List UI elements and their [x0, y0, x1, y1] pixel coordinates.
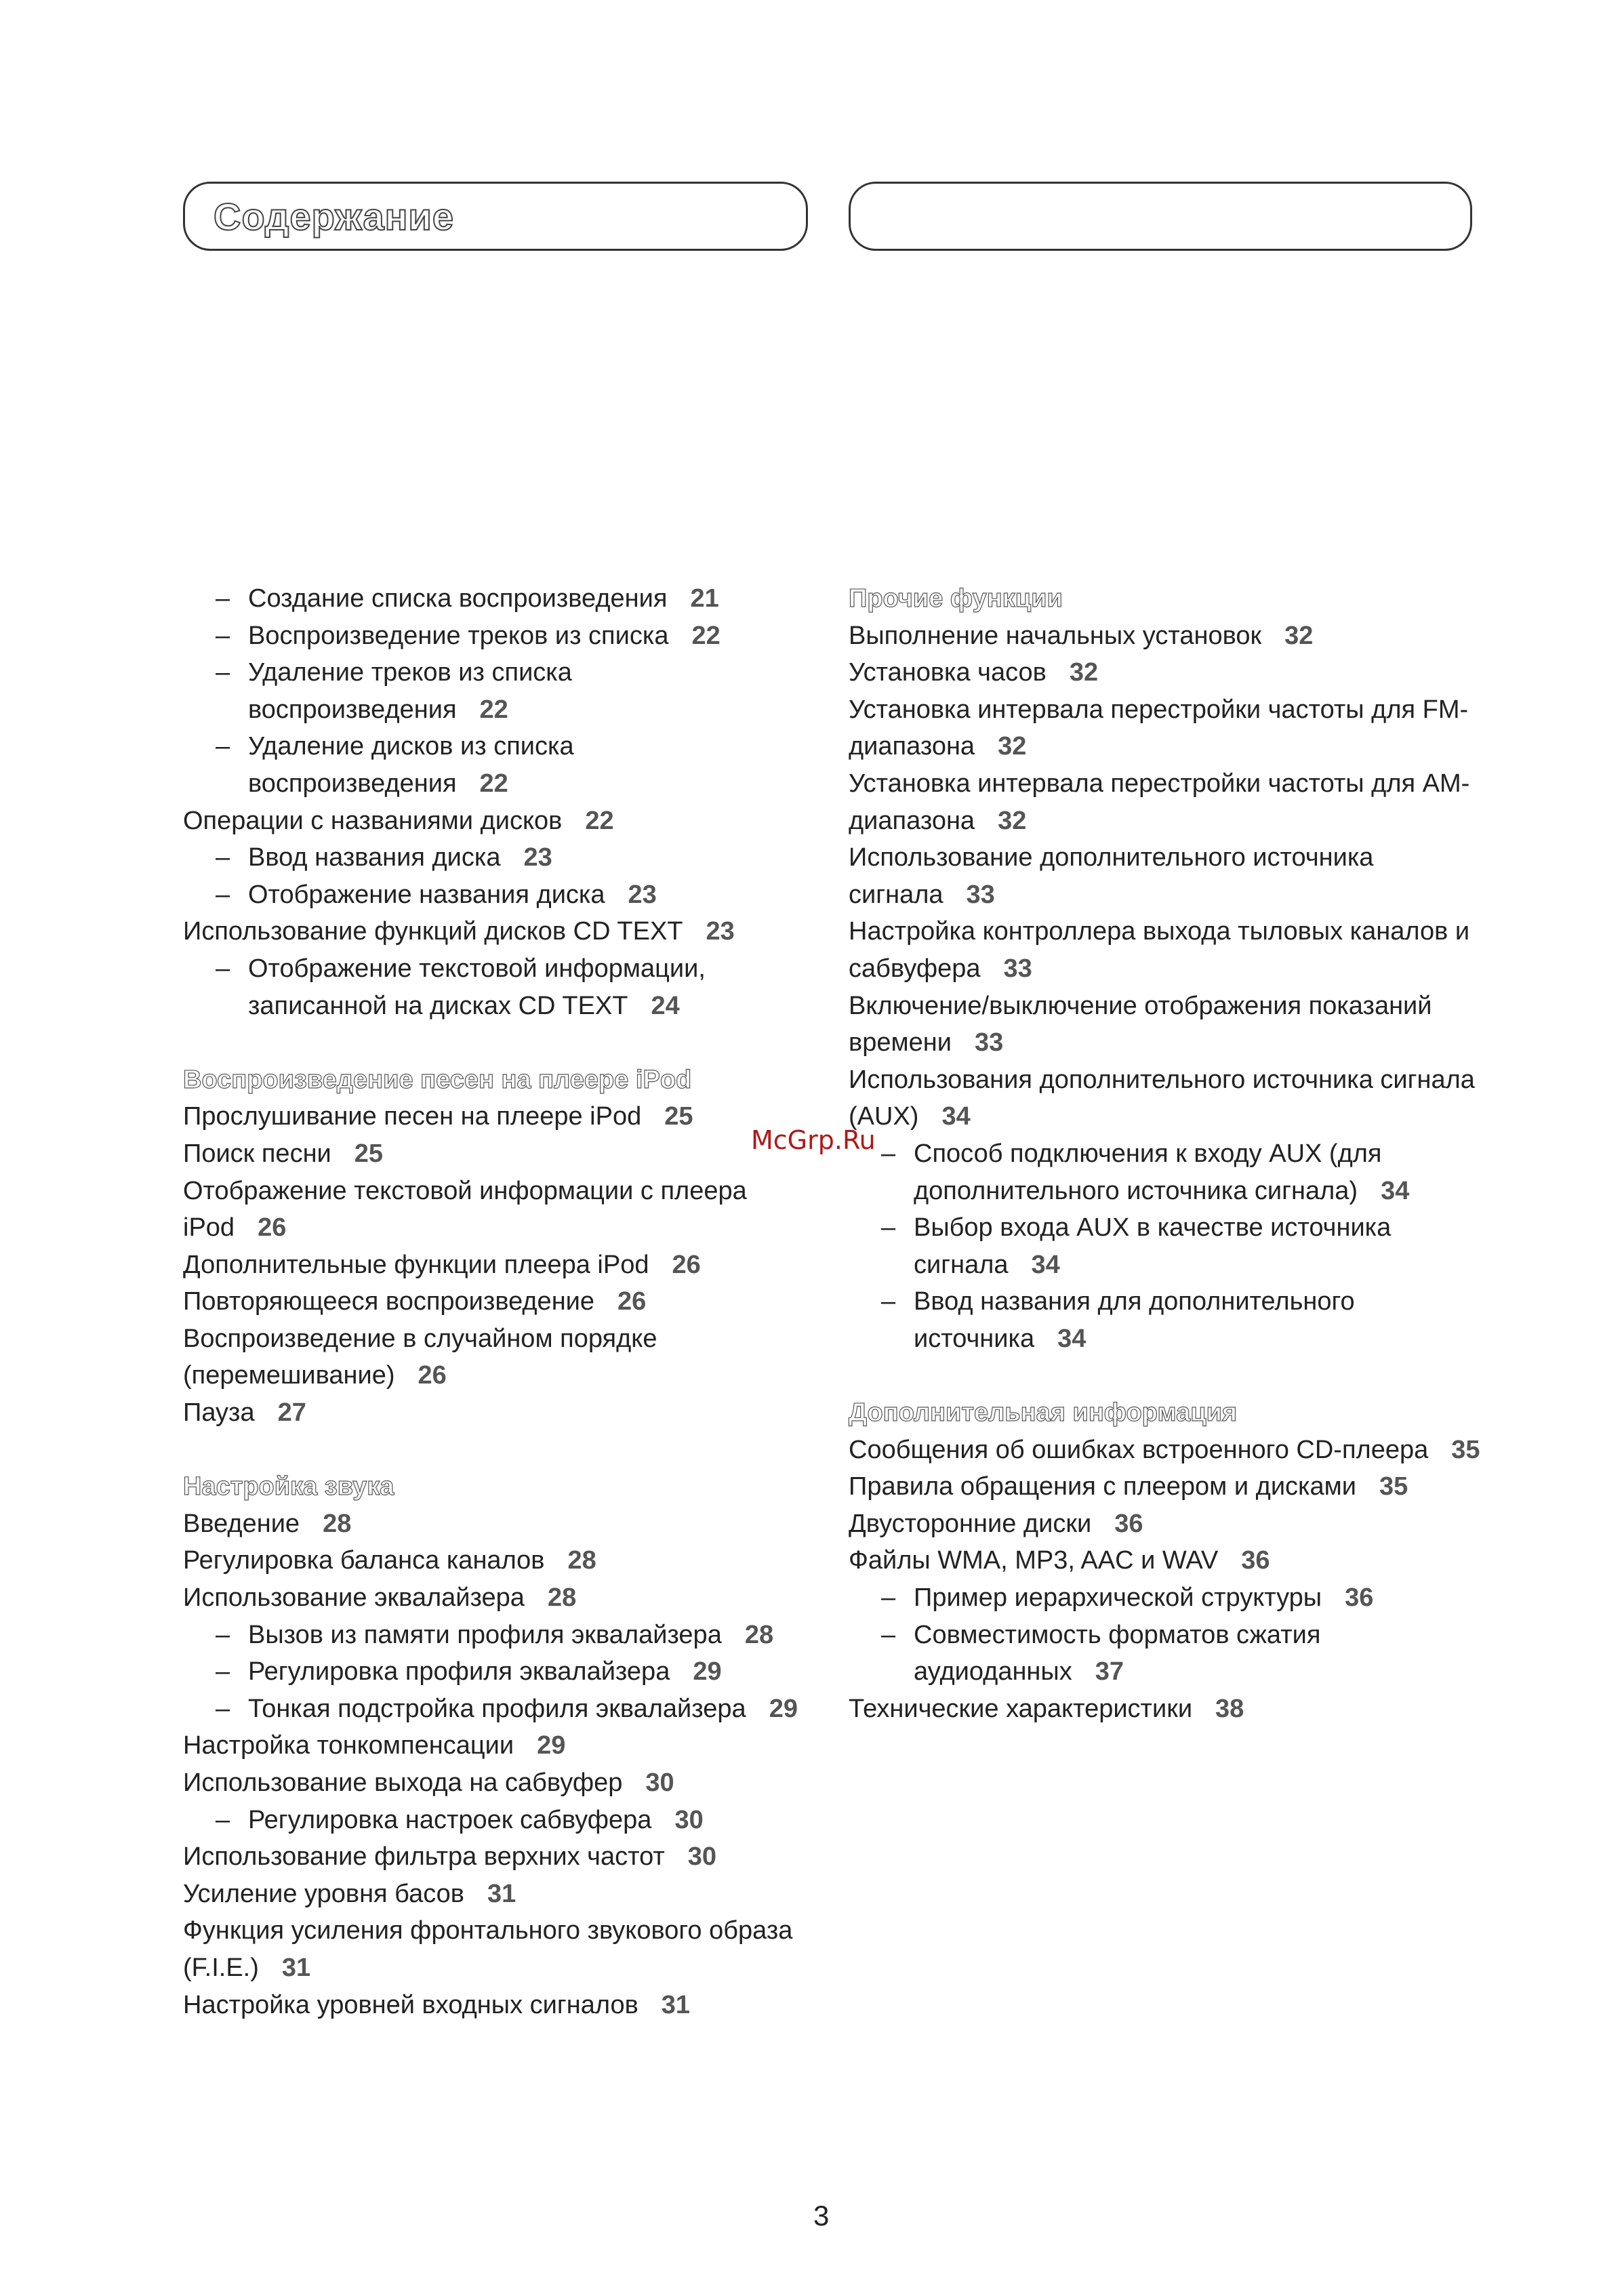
- toc-entry[interactable]: [849, 1691, 1486, 1728]
- dash-bullet: –: [216, 843, 230, 872]
- contents-title: Содержание: [214, 195, 454, 238]
- toc-page-number: 35: [1379, 1472, 1408, 1501]
- toc-entry[interactable]: [183, 803, 834, 840]
- toc-entry-title: Регулировка настроек сабвуфера: [248, 1805, 652, 1834]
- toc-page-number: 35: [1451, 1435, 1480, 1464]
- toc-entry-title: Правила обращения с плеером и дисками: [849, 1472, 1356, 1501]
- toc-subentry[interactable]: [183, 728, 834, 802]
- toc-entry[interactable]: [183, 1912, 834, 1986]
- toc-entry[interactable]: [183, 1320, 834, 1394]
- toc-entry-title: Использование эквалайзера: [183, 1583, 525, 1613]
- toc-subentry[interactable]: [183, 580, 834, 618]
- dash-bullet: –: [881, 1213, 896, 1242]
- toc-subentry[interactable]: [849, 1209, 1486, 1283]
- section-gap: [183, 1432, 834, 1469]
- dash-bullet: –: [881, 1583, 896, 1613]
- toc-subentry[interactable]: [183, 1653, 834, 1691]
- toc-entry-title: Дополнительные функции плеера iPod: [183, 1250, 649, 1279]
- section-gap: [183, 1024, 834, 1062]
- toc-entry[interactable]: [849, 839, 1486, 913]
- toc-page-number: 26: [258, 1213, 287, 1242]
- toc-entry[interactable]: [849, 691, 1486, 765]
- toc-entry-title: Установка интервала перестройки частоты для FM-диапазона: [849, 695, 1469, 761]
- toc-entry-title: Операции с названиями дисков: [183, 806, 563, 835]
- toc-entry-title: Тонкая подстройка профиля эквалайзера: [248, 1694, 746, 1723]
- toc-entry[interactable]: [183, 1283, 834, 1320]
- toc-page-number: 31: [487, 1879, 516, 1908]
- toc-entry-title: Использование фильтра верхних частот: [183, 1842, 665, 1872]
- toc-entry-title: Настройка контроллера выхода тыловых каналов и сабвуфера: [849, 917, 1470, 983]
- toc-entry-title: Настройка тонкомпенсации: [183, 1731, 514, 1760]
- toc-entry-title: Включение/выключение отображения показаний времени: [849, 991, 1432, 1057]
- toc-entry-title: Введение: [183, 1509, 300, 1538]
- toc-subentry[interactable]: [183, 876, 834, 914]
- toc-page-number: 30: [645, 1769, 674, 1797]
- toc-entry[interactable]: [849, 913, 1486, 987]
- dash-bullet: –: [216, 621, 230, 650]
- dash-bullet: –: [216, 584, 230, 613]
- toc-page-number: 36: [1241, 1546, 1270, 1575]
- toc-entry-title: Способ подключения к входу AUX (для дополнительного источника сигнала): [914, 1139, 1382, 1205]
- toc-page-number: 34: [941, 1102, 971, 1131]
- toc-entry-title: Использование выхода на сабвуфер: [183, 1769, 623, 1797]
- toc-entry[interactable]: [183, 1394, 834, 1432]
- toc-subentry[interactable]: [183, 1617, 834, 1654]
- toc-entry[interactable]: [849, 765, 1486, 839]
- toc-page-number: 22: [585, 806, 614, 835]
- toc-subentry[interactable]: [183, 950, 834, 1024]
- toc-entry[interactable]: [183, 1135, 834, 1173]
- toc-entry[interactable]: [183, 1579, 834, 1617]
- toc-entry-title: Выполнение начальных установок: [849, 621, 1262, 650]
- toc-page-number: 32: [998, 806, 1027, 835]
- toc-entry[interactable]: [183, 1727, 834, 1764]
- toc-page-number: 28: [744, 1620, 774, 1649]
- toc-page-number: 34: [1381, 1176, 1410, 1205]
- toc-subentry[interactable]: [849, 1283, 1486, 1357]
- toc-subentry[interactable]: [183, 1691, 834, 1728]
- toc-entry-title: Двусторонние диски: [849, 1509, 1092, 1538]
- toc-page-number: 34: [1057, 1324, 1087, 1353]
- toc-page-number: 36: [1114, 1509, 1143, 1538]
- toc-entry-title: Вызов из памяти профиля эквалайзера: [248, 1620, 722, 1649]
- toc-entry-title: Пример иерархической структуры: [914, 1583, 1322, 1613]
- toc-entry[interactable]: [183, 913, 834, 950]
- toc-page-number: 29: [769, 1694, 798, 1723]
- dash-bullet: –: [216, 1620, 230, 1649]
- toc-section-title: Настройка звука: [183, 1472, 394, 1501]
- toc-page-number: 32: [1069, 658, 1099, 687]
- dash-bullet: –: [216, 1694, 230, 1723]
- toc-entry[interactable]: [183, 1247, 834, 1284]
- toc-entry[interactable]: [183, 1173, 834, 1247]
- dash-bullet: –: [881, 1620, 896, 1649]
- toc-page-number: 26: [617, 1287, 647, 1316]
- toc-entry[interactable]: [183, 1987, 834, 2024]
- toc-entry-title: Прослушивание песен на плеере iPod: [183, 1102, 642, 1131]
- toc-entry-title: Удаление дисков из списка воспроизведения: [248, 732, 574, 798]
- toc-page-number: 24: [651, 991, 680, 1020]
- toc-section-title: Дополнительная информация: [849, 1398, 1238, 1428]
- toc-page-number: 25: [354, 1139, 384, 1168]
- toc-entry-title: Воспроизведение треков из списка: [248, 621, 669, 650]
- toc-entry-title: Регулировка баланса каналов: [183, 1546, 545, 1575]
- toc-entry-title: Совместимость форматов сжатия аудиоданных: [914, 1620, 1321, 1686]
- dash-bullet: –: [216, 880, 230, 909]
- toc-page-number: 31: [661, 1990, 691, 2019]
- toc-subentry[interactable]: [849, 1135, 1486, 1209]
- toc-page-number: 34: [1031, 1250, 1060, 1279]
- toc-page-number: 26: [418, 1361, 447, 1390]
- toc-page-number: 37: [1095, 1657, 1124, 1686]
- dash-bullet: –: [216, 1805, 230, 1834]
- toc-page-number: 27: [277, 1398, 306, 1428]
- toc-entry[interactable]: [183, 1764, 834, 1802]
- contents-header-box: [183, 182, 808, 251]
- toc-entry-title: Ввод названия для дополнительного источника: [914, 1287, 1355, 1353]
- dash-bullet: –: [881, 1287, 896, 1316]
- toc-subentry[interactable]: [849, 1617, 1486, 1691]
- toc-entry-title: Установка интервала перестройки частоты для AM-диапазона: [849, 769, 1470, 835]
- toc-entry[interactable]: [183, 1506, 834, 1543]
- toc-page-number: 21: [690, 584, 719, 613]
- dash-bullet: –: [216, 954, 230, 983]
- toc-entry-title: Поиск песни: [183, 1139, 331, 1168]
- toc-entry[interactable]: [849, 1432, 1486, 1469]
- toc-left-column: [183, 580, 834, 2023]
- toc-entry[interactable]: [849, 618, 1486, 655]
- section-gap: [849, 1357, 1486, 1394]
- toc-entry-title: Использование дополнительного источника сигнала: [849, 843, 1374, 909]
- toc-entry-title: Технические характеристики: [849, 1694, 1193, 1723]
- dash-bullet: –: [216, 658, 230, 687]
- toc-subentry[interactable]: [849, 1579, 1486, 1617]
- toc-page-number: 22: [691, 621, 720, 650]
- toc-entry-title: Выбор входа AUX в качестве источника сигнала: [914, 1213, 1392, 1279]
- toc-page-number: 33: [974, 1028, 1004, 1057]
- toc-entry-title: Файлы WMA, MP3, AAC и WAV: [849, 1546, 1219, 1575]
- page-number: 3: [813, 2200, 830, 2231]
- toc-page-number: 23: [706, 917, 735, 946]
- toc-entry-title: Удаление треков из списка воспроизведения: [248, 658, 572, 724]
- toc-entry[interactable]: [849, 1506, 1486, 1543]
- toc-entry-title: Регулировка профиля эквалайзера: [248, 1657, 670, 1686]
- toc-page-number: 28: [567, 1546, 596, 1575]
- toc-entry-title: Использования дополнительного источника сигнала (AUX): [849, 1065, 1475, 1131]
- toc-page-number: 28: [323, 1509, 352, 1538]
- watermark: McGrp.Ru: [751, 1125, 876, 1155]
- toc-entry-title: Ввод названия диска: [248, 843, 501, 872]
- toc-entry-title: Установка часов: [849, 658, 1047, 687]
- toc-entry-title: Отображение названия диска: [248, 880, 605, 909]
- toc-entry[interactable]: [183, 1098, 834, 1135]
- toc-entry[interactable]: [183, 1876, 834, 1913]
- toc-entry-title: Функция усиления фронтального звукового образа (F.I.E.): [183, 1916, 793, 1982]
- toc-entry-title: Сообщения об ошибках встроенного CD-плеера: [849, 1435, 1429, 1464]
- toc-page-number: 28: [547, 1583, 577, 1613]
- toc-entry[interactable]: [849, 1468, 1486, 1506]
- toc-page-number: 22: [479, 769, 508, 798]
- toc-page-number: 23: [523, 843, 552, 872]
- toc-section-title: Прочие функции: [849, 584, 1063, 613]
- toc-page-number: 38: [1215, 1694, 1244, 1723]
- toc-entry-title: Пауза: [183, 1398, 255, 1428]
- toc-entry[interactable]: [849, 1062, 1486, 1135]
- toc-page-number: 25: [664, 1102, 693, 1131]
- toc-subentry[interactable]: [183, 618, 834, 655]
- toc-entry-title: Настройка уровней входных сигналов: [183, 1990, 638, 2019]
- toc-entry[interactable]: [849, 654, 1486, 691]
- toc-entry-title: Воспроизведение в случайном порядке (перемешивание): [183, 1324, 657, 1390]
- toc-page-number: 29: [537, 1731, 566, 1760]
- toc-entry[interactable]: [183, 1838, 834, 1876]
- toc-subentry[interactable]: [183, 654, 834, 728]
- toc-section-title: Воспроизведение песен на плеере iPod: [183, 1065, 692, 1094]
- blank-header-box: [849, 182, 1472, 251]
- toc-page-number: 30: [674, 1805, 704, 1834]
- toc-page-number: 32: [1284, 621, 1314, 650]
- toc-entry-title: Создание списка воспроизведения: [248, 584, 668, 613]
- dash-bullet: –: [216, 1657, 230, 1686]
- toc-page-number: 32: [998, 732, 1027, 761]
- toc-subentry[interactable]: [183, 1802, 834, 1839]
- toc-subentry[interactable]: [183, 839, 834, 876]
- dash-bullet: –: [216, 732, 230, 761]
- toc-entry-title: Повторяющееся воспроизведение: [183, 1287, 595, 1316]
- toc-page-number: 33: [966, 880, 995, 909]
- toc-entry[interactable]: [183, 1542, 834, 1579]
- toc-page-number: 23: [628, 880, 657, 909]
- toc-page-number: 33: [1003, 954, 1032, 983]
- toc-page-number: 30: [687, 1842, 717, 1872]
- toc-page-number: 31: [281, 1953, 311, 1982]
- toc-entry-title: Отображение текстовой информации, записанной на дисках CD TEXT: [248, 954, 706, 1020]
- toc-page-number: 36: [1345, 1583, 1374, 1613]
- toc-entry[interactable]: [849, 988, 1486, 1062]
- dash-bullet: –: [881, 1139, 896, 1168]
- toc-page-number: 22: [479, 695, 508, 724]
- toc-page-number: 26: [672, 1250, 701, 1279]
- toc-page-number: 29: [693, 1657, 722, 1686]
- toc-entry[interactable]: [849, 1542, 1486, 1579]
- toc-entry-title: Использование функций дисков CD TEXT: [183, 917, 683, 946]
- toc-entry-title: Усиление уровня басов: [183, 1879, 464, 1908]
- toc-right-column: [849, 580, 1486, 1727]
- toc-entry-title: Отображение текстовой информации с плеера iPod: [183, 1176, 747, 1242]
